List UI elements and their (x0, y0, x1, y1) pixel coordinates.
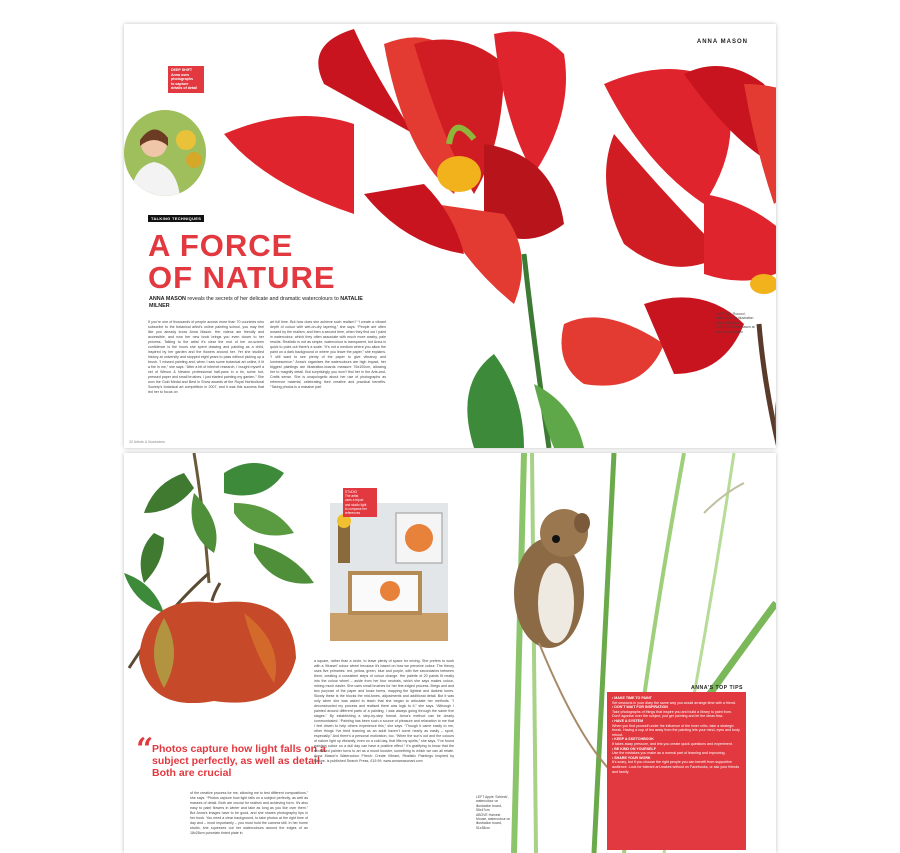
photo-tag: DEEP SHIFT Anna uses photographs to capture details of detail (168, 66, 204, 93)
pullquote-mark: “ (136, 732, 154, 767)
studio-photo (330, 503, 448, 641)
headline-line1: A FORCE (148, 228, 294, 263)
standfirst-author: NATALIE MILNER (149, 296, 363, 309)
artist-photo (124, 110, 206, 196)
pullquote: Photos capture how light falls on a subject perfectly, as well as detail. Both are crucial (152, 743, 326, 779)
body-column-left: of the creative process for me, allowing me to test different compositions,” she says. “Photos capture how light falls on a subject perfectly, as well as masses of detail. Both are crucial for realism and achieving form. It’s also easy to paint flowers in winter and take as long as you like over them.” But Anna’s images have to be good, and she shares photography tips in her book. You need a clear background, to take photos at the right time of day and – most importantly – you must hold the camera still. In her home studio, she squeezes out her watercolours around the edges of an 18x28cm porcelain tinted plate in (190, 791, 308, 835)
tip-text: Take photographs of things that inspire you and build a library to paint from. Don’t agonise over the subject, just get painting and let the ideas flow. (612, 709, 732, 719)
magazine-spread-top (124, 24, 776, 448)
body-column-2: art full time. But how does she achieve such realism? “I create a vibrant depth of colour with wet-on-dry layering,” she says. “People are often wowed by the realism, and then a second time, when they find out I paint in watercolour, which they often associate with much more washy, pale results. Realistic is not as simple, watercolour is transparent, but Anna is quick to point out there’s a scale. “It’s not a medium where you allow the paint on a dark background or where you leave the paper,” she explains. “I still want to see plenty of the paper to give vibrancy and luminescence.” Anna’s organises the watercolours are high impact, her biggest paintings are illustration-boards measure 76x100cm, allowing her to magnify detail. But surprisingly you won’t find her in the Arts-and-Crafts sense. She is unapologetic about her use of photographs as reference material, celebrating their creative and practical benefits. “Taking photos is a massive part (270, 320, 386, 389)
headline (148, 230, 388, 294)
tips-title: ANNA’S TOP TIPS (691, 685, 743, 691)
tip-text: It takes away pressure, and lets you create quick questions and experiment. (612, 741, 733, 746)
page-folio: 32 Artists & Illustrators (129, 440, 165, 444)
tip-heading: • KEEP A SKETCHBOOK (612, 737, 654, 742)
tip-text: When you find yourself under the influence of the inner critic, take a strategic break. Having a cup of tea away from the painting lets your mind, eyes and body reboot. (612, 723, 740, 737)
standfirst (149, 296, 369, 310)
apple-painting (124, 453, 334, 703)
tip-heading: • SHARE YOUR WORK (612, 755, 651, 760)
body-column-1: If you’re one of thousands of people across more than 70 countries who subscribe to the botanical artist’s online painting school, you may feel like you already know Anna Mason. Her videos are friendly and accessible, and now her new book brings you even closer to her process. Talking to the artist it’s clear the root of her on-screen confidence is the hours she spent drawing and painting as a child, inspired by her garden and the flowers around her. Yet she studied history at university and stopped eight years to pass without picking up a brush. “I missed painting and, when I saw some botanical art online, it lit a fire in me,” she says. “After a bit of internet research, I bought myself a set of Winsor & Newton professional half-pans in a tin, some hot-pressed paper and small brushes. I just started painting my garden.” She won the Gold Medal and Best in Show awards at the Royal Horticultural Society’s botanical art competition in 2007, and it was this success that led her to focus on (148, 320, 264, 394)
magazine-spread-bottom (124, 453, 776, 853)
tip-text: Set sessions in your diary the same way you would arrange time with a friend. (612, 700, 736, 705)
tulip-caption: LEFT Tulip ‘Rococo’, watercolour on illustration board, 51x55cm TOP LEFT Anna Mason at work in her garden (715, 312, 755, 334)
body-column-middle: a square, rather than a circle, to leave plenty of space for mixing. She prefers to work with a ‘Mussel’ colour wheel because it’s based on how we perceive colour. The theory uses five primaries: red, yellow, green, blue and purple, with five secondaries between them, creating a consistent steps of colour change. Her palette of 20 paints fit neatly into the colour wheel – aside from her four neutrals, which she says makes colour-mixing much easier. She uses small brushes for her fine-edged process. Bregs and and two purpose of the paper and loose forms, mapping the lightest and darkest tones. Slowly these is the blocks the mid-tones, adjustments and additional detail. But it was only when she was asked to teach that she began to articulate her methods. “I deconstructed my process and realised there was logic to it,” she says. “Although I painted around different parts of a painting, I was always going through the same five stages.” By establishing a step-by-step format, Anna’s method can be clearly communicated. “Painting has been such a source of pleasure and relaxation to me that I feel driven to help others experience this,” she says. “Though it came easily to me, other things I’ve tried learning as an adult haven’t come nearly as easily – sport, especially.” And there’s a personal motivation, too. “When the sun’s out and the colours of nature light up vibrantly, even on a cold day, that lifts my spirits,” she says. “I’ve found painting colour on a dull day can have a positive effect.” It’s gratifying to know that the renowned painter turns to art as a mood booster, something to which we can all relate. Anna Mason’s Watercolour Ffresh: Create Vibrant, Realistic Paintings Inspired by Nature, is published Search Press, £19.99. www.annamasonart.com (314, 659, 454, 763)
headline-line2: OF NATURE (148, 260, 336, 295)
standfirst-name: ANNA MASON (149, 296, 186, 302)
studio-photo-caption: STUDIO The artist uses a tripod and studio light to compose her references (343, 488, 377, 517)
running-head: ANNA MASON (696, 39, 748, 45)
tip-heading: • BE KIND ON YOURSELF (612, 746, 656, 751)
tip-heading: • DON’T WAIT FOR INSPIRATION (612, 705, 668, 710)
tip-text: Use the mistakes you make as a normal part of learning and improving. (612, 751, 726, 756)
standfirst-text: reveals the secrets of her delicate and dramatic watercolours to (185, 296, 341, 302)
top-tips-box (607, 692, 746, 850)
tip-heading: • MAKE TIME TO PAINT (612, 696, 652, 700)
tip-heading: • HAVE A SYSTEM (612, 718, 644, 723)
tip-text: It’s scary, but if you choose the right people you can benefit from supportive audience. Look for tolerant art-makes without on Facebooks, or ask your friends and family. (612, 760, 740, 774)
mouse-caption: LEFT Apple ‘Schleck’, watercolour on illustration board, 55x47cm ABOVE Harvest Mouse, watercolour on illustration board, 51x38cm (476, 795, 511, 830)
section-tag: TALKING TECHNIQUES (148, 215, 204, 222)
